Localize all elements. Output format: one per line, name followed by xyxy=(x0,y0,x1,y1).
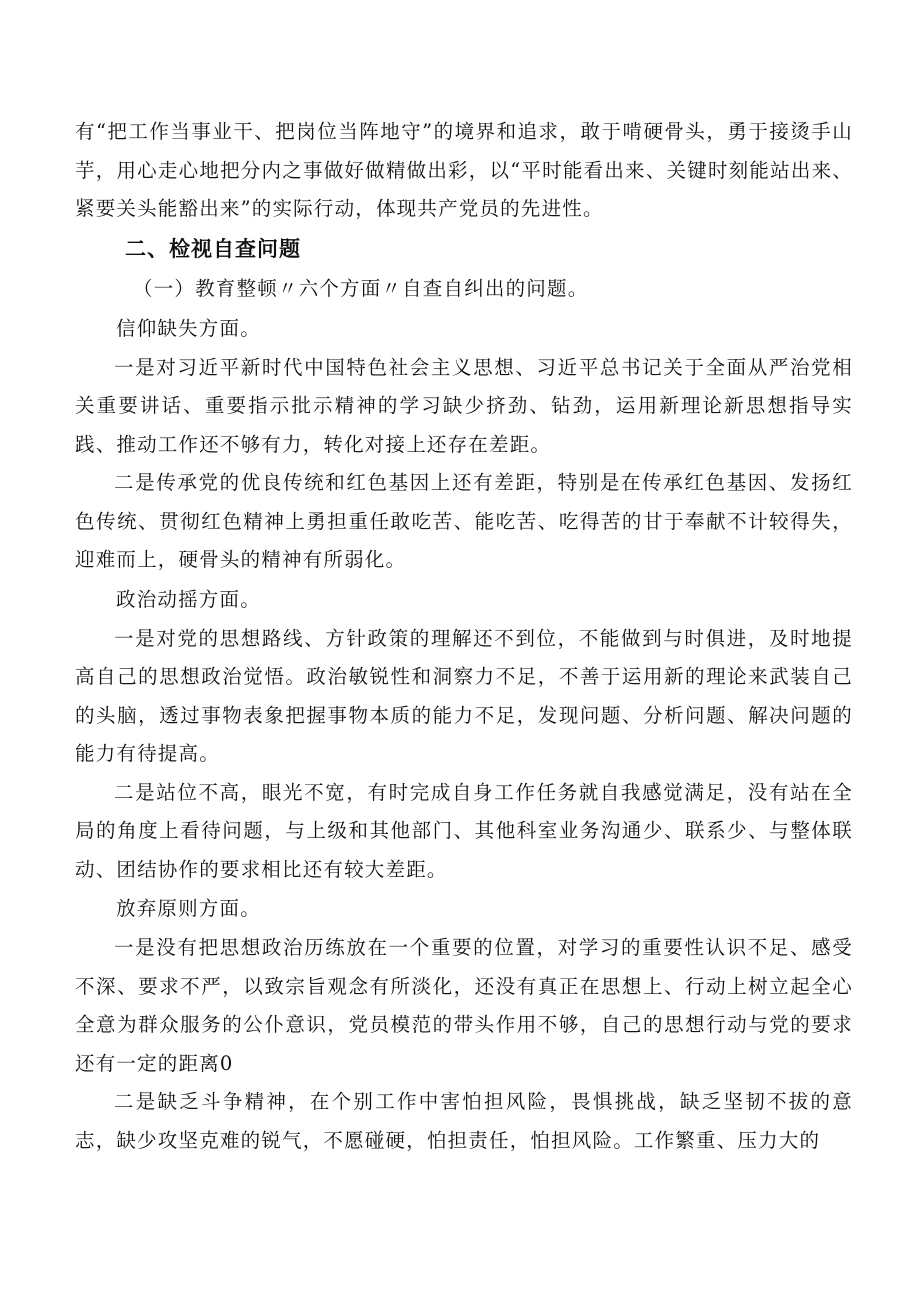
section-heading: 二、检视自查问题 xyxy=(125,236,301,261)
paragraph-principle-1: 一是没有把思想政治历练放在一个重要的位置，对学习的重要性认识不足、感受不深、要求不严，以致宗旨观念有所淡化，还没有真正在思想上、行动上树立起全心全意为群众服务的公仆意识，党员模范的带头作用不够，自己的思想行动与党的要求还有一定的距离0 xyxy=(75,936,853,1075)
paragraph-faith-1: 一是对习近平新时代中国特色社会主义思想、习近平总书记关于全面从严治党相关重要讲话、重要指示批示精神的学习缺少挤劲、钻劲，运用新理论新思想指导实践、推动工作还不够有力，转化对接上还存在差距。 xyxy=(75,355,853,456)
aspect-label-principle: 放弃原则方面。 xyxy=(116,897,261,920)
paragraph-political-1: 一是对党的思想路线、方针政策的理解还不到位，不能做到与时俱进，及时地提高自己的思想政治觉悟。政治敏锐性和洞察力不足，不善于运用新的理论来武装自己的头脑，透过事物表象把握事物本质的能力不足，发现问题、分析问题、解决问题的能力有待提高。 xyxy=(75,626,853,765)
paragraph-faith-2: 二是传承党的优良传统和红色基因上还有差距，特别是在传承红色基因、发扬红色传统、贯彻红色精神上勇担重任敢吃苦、能吃苦、吃得苦的甘于奉献不计较得失，迎难而上，硬骨头的精神有所弱化。 xyxy=(75,471,853,571)
document-page xyxy=(75,113,853,1160)
paragraph-principle-2: 二是缺乏斗争精神，在个别工作中害怕担风险，畏惧挑战，缺乏坚韧不拔的意志，缺少攻坚克难的锐气，不愿碰硬，怕担责任，怕担风险。工作繁重、压力大的 xyxy=(75,1090,853,1152)
subsection-heading: （一）教育整顿〃六个方面〃自查自纠出的问题。 xyxy=(133,276,589,300)
paragraph-political-2: 二是站位不高，眼光不宽，有时完成自身工作任务就自我感觉满足，没有站在全局的角度上看待问题，与上级和其他部门、其他科室业务沟通少、联系少、与整体联动、团结协作的要求相比还有较大差距。 xyxy=(75,780,853,881)
aspect-label-political: 政治动摇方面。 xyxy=(116,587,261,611)
paragraph-continuation: 有“把工作当事业干、把岗位当阵地守”的境界和追求，敢于啃硬骨头，勇于接烫手山芋，用心走心地把分内之事做好做精做出彩，以“平时能看出来、关键时刻能站出来、紧要关头能豁出来”的实际行动，体现共产党员的先进性。 xyxy=(75,120,853,220)
aspect-label-faith: 信仰缺失方面。 xyxy=(116,316,261,340)
